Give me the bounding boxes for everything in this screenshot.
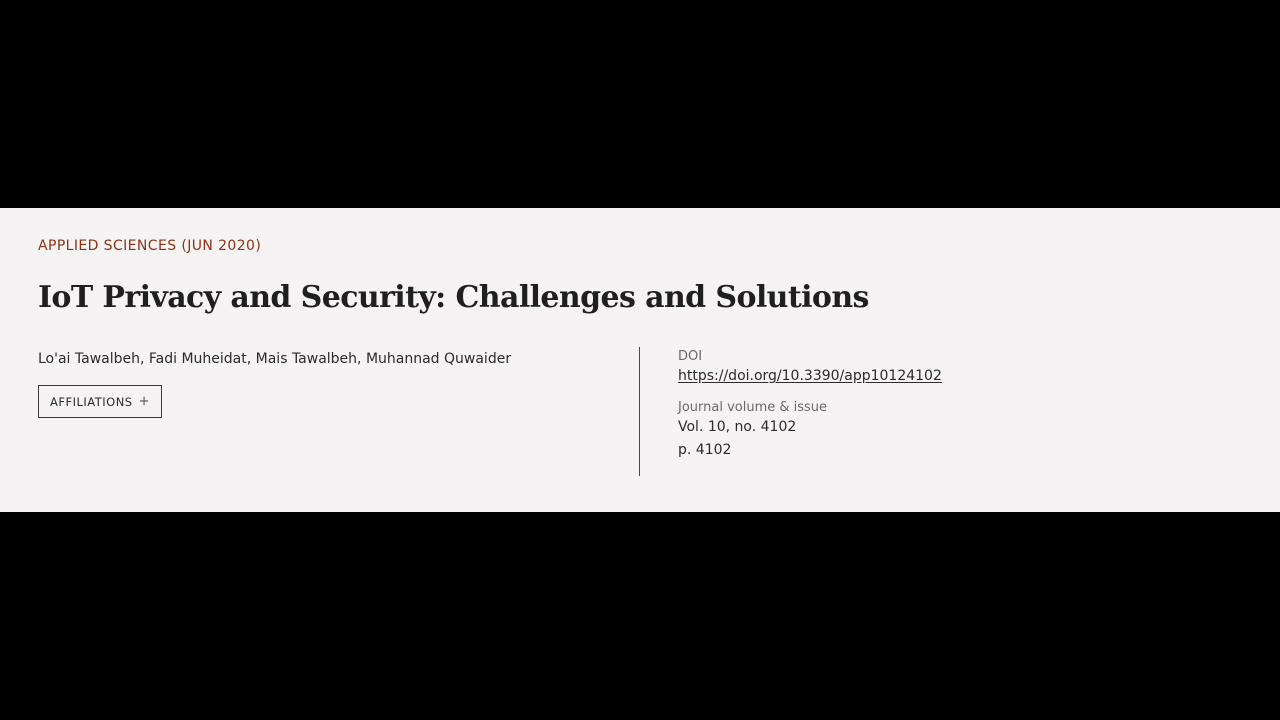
article-metadata — [678, 348, 942, 462]
doi-label: DOI — [678, 349, 703, 364]
article-header-panel — [0, 208, 1280, 512]
page-number: p. 4102 — [678, 442, 732, 458]
vertical-divider — [639, 347, 640, 476]
journal-name[interactable]: APPLIED SCIENCES (JUN 2020) — [38, 238, 262, 254]
plus-icon: + — [138, 394, 151, 409]
doi-link[interactable]: https://doi.org/10.3390/app10124102 — [678, 368, 942, 384]
affiliations-label: AFFILIATIONS — [49, 394, 133, 409]
volume-issue-label: Journal volume & issue — [678, 400, 828, 415]
author-list: Lo'ai Tawalbeh, Fadi Muheidat, Mais Tawalbeh, Muhannad Quwaider — [38, 351, 512, 367]
volume-issue-value: Vol. 10, no. 4102 — [678, 419, 797, 435]
article-title: IoT Privacy and Security: Challenges and Solutions — [38, 280, 869, 315]
affiliations-button[interactable] — [38, 385, 162, 418]
